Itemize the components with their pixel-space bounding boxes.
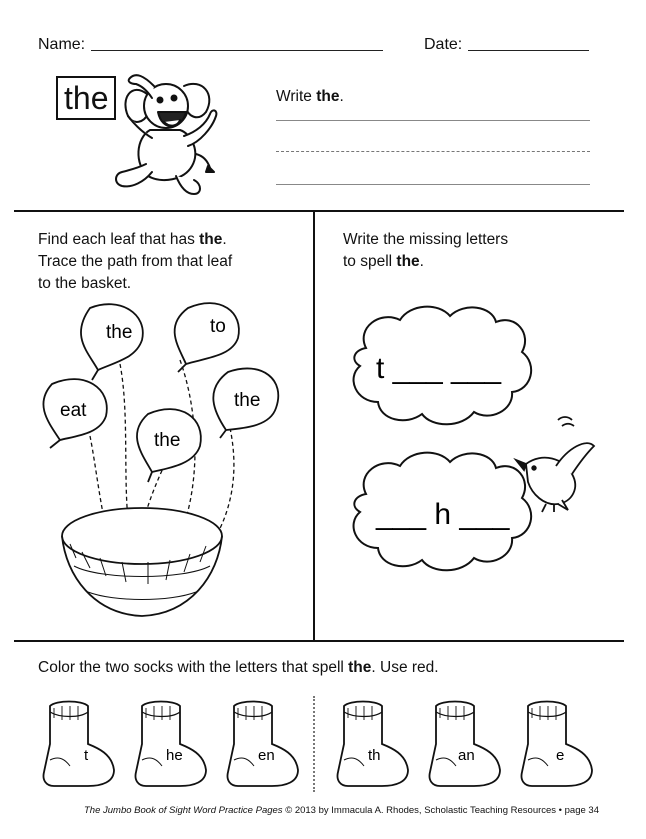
sock-row bbox=[0, 690, 646, 800]
name-field[interactable] bbox=[91, 50, 383, 51]
sock-1-label: t bbox=[84, 747, 89, 764]
leaf-label-3: eat bbox=[60, 400, 87, 421]
section-divider-vertical bbox=[313, 210, 315, 640]
writing-line-mid bbox=[276, 151, 590, 152]
sock-3[interactable] bbox=[227, 702, 298, 787]
name-label: Name: bbox=[38, 36, 86, 53]
cloud-1-letters: t ___ ___ bbox=[376, 352, 502, 385]
sock-5[interactable] bbox=[429, 702, 500, 787]
sock-1[interactable] bbox=[43, 702, 114, 787]
write-target-word: the bbox=[316, 88, 340, 105]
sock-2[interactable] bbox=[135, 702, 206, 787]
sock-5-label: an bbox=[458, 747, 475, 764]
sock-3-label: en bbox=[258, 747, 275, 764]
sight-word: the bbox=[64, 80, 109, 116]
sock-4-label: th bbox=[368, 747, 381, 764]
leaf-label-4: the bbox=[234, 390, 261, 411]
cloud-2-letters: ___ h ___ bbox=[376, 498, 510, 531]
leaf-label-2: to bbox=[210, 316, 226, 337]
footer-credit bbox=[84, 805, 599, 816]
writing-line-base bbox=[276, 184, 590, 185]
cloud-activity bbox=[336, 298, 616, 618]
date-field[interactable] bbox=[468, 50, 589, 51]
leaf-2 bbox=[175, 303, 239, 364]
footer-rest: © 2013 by Immacula A. Rhodes, Scholastic Teaching Resources • page 34 bbox=[285, 805, 599, 816]
section-divider-bottom bbox=[14, 640, 624, 642]
elephant-illustration bbox=[92, 72, 232, 202]
missing-letters-instruction: Write the missing letters to spell the. bbox=[343, 231, 509, 270]
sock-instruction: Color the two socks with the letters that spell the. Use red. bbox=[38, 659, 439, 676]
sock-6[interactable] bbox=[521, 702, 592, 787]
bird-illustration bbox=[516, 417, 594, 512]
sock-4[interactable] bbox=[337, 702, 408, 787]
leaf-basket-activity bbox=[30, 296, 310, 636]
footer-book-title: The Jumbo Book of Sight Word Practice Pages bbox=[84, 805, 283, 816]
leaf-instruction: Find each leaf that has the. Trace the path from that leaf to the basket. bbox=[38, 231, 233, 292]
section-divider-top bbox=[14, 210, 624, 212]
sock-6-label: e bbox=[556, 747, 565, 764]
date-label: Date: bbox=[424, 36, 463, 53]
write-instruction: Write the. bbox=[276, 88, 344, 105]
sock-2-label: he bbox=[166, 747, 183, 764]
leaf-label-1: the bbox=[106, 322, 133, 343]
writing-line-top[interactable] bbox=[276, 120, 590, 121]
basket-rim bbox=[62, 508, 222, 564]
leaf-label-5: the bbox=[154, 430, 181, 451]
